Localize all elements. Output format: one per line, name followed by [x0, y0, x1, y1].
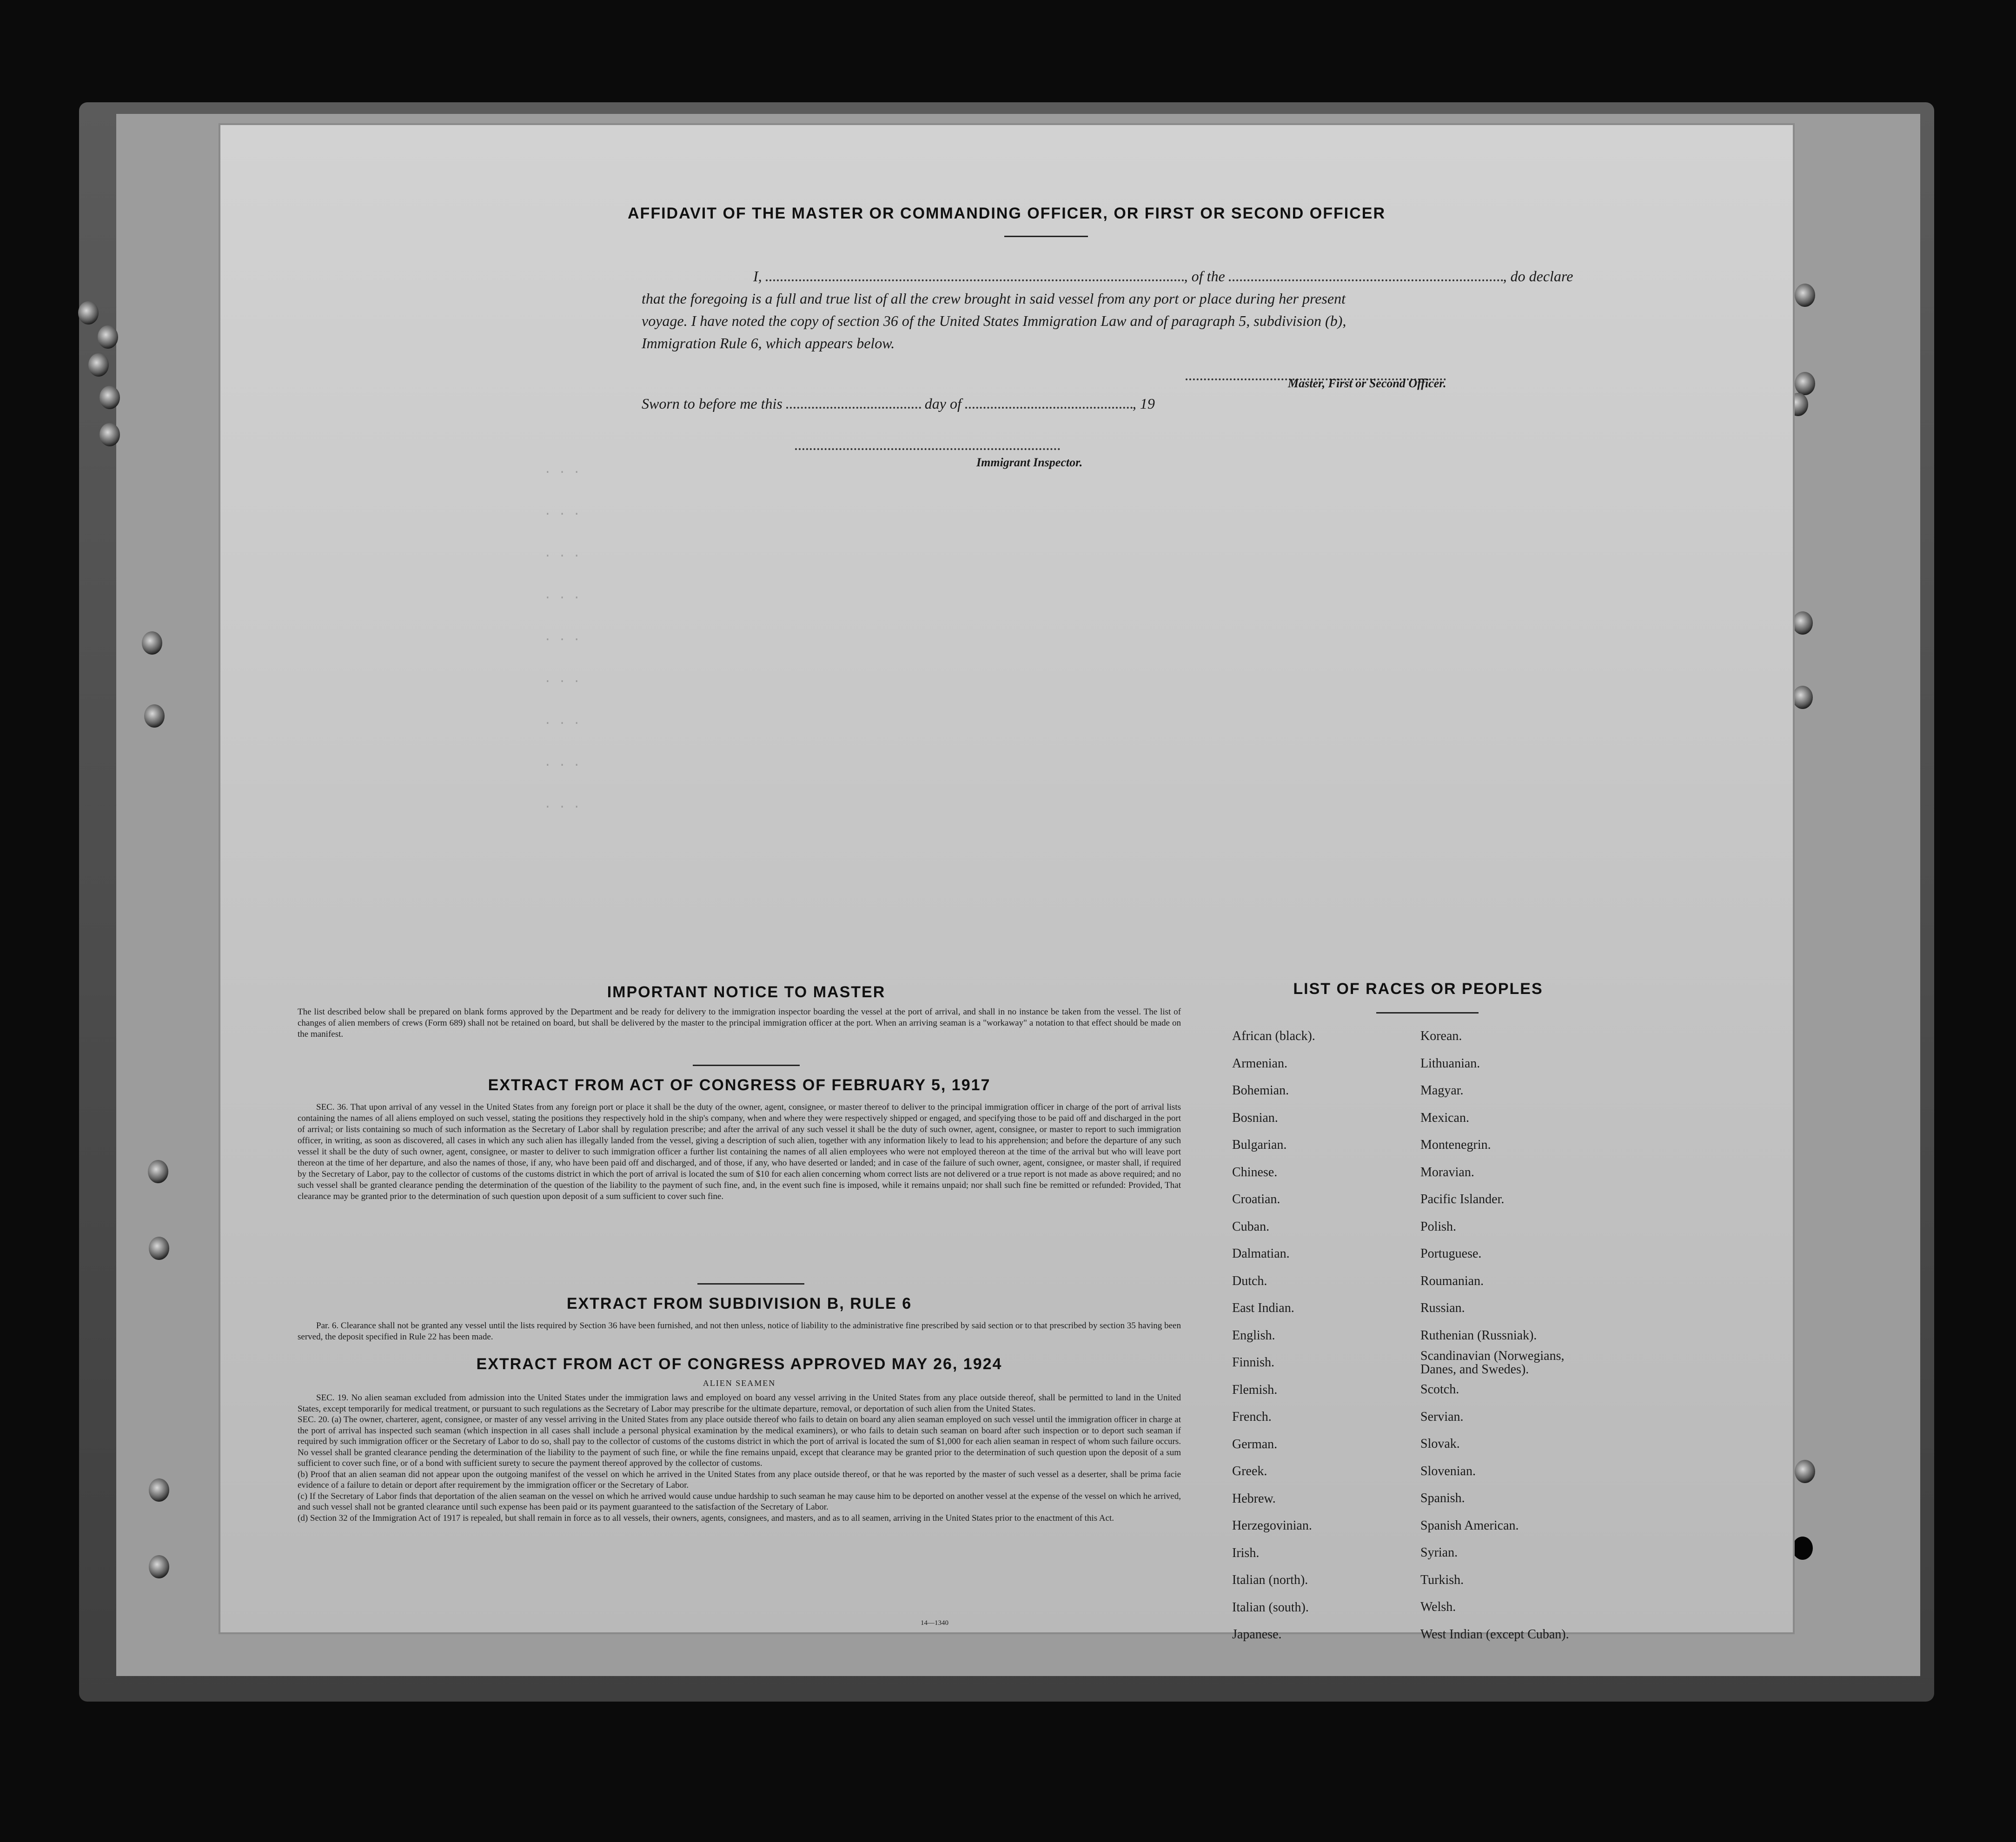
- form-number: 14—1340: [921, 1619, 948, 1627]
- sworn-label-c: , 19: [1132, 395, 1155, 412]
- race-item: Bosnian.: [1232, 1110, 1278, 1125]
- race-item: Hebrew.: [1232, 1491, 1276, 1506]
- binder-hole-icon: [88, 353, 109, 377]
- race-item: Polish.: [1420, 1219, 1457, 1234]
- binder-hole-icon: [1795, 1460, 1815, 1483]
- binder-hole-icon: [142, 631, 162, 655]
- rule6-title: EXTRACT FROM SUBDIVISION B, RULE 6: [566, 1295, 912, 1312]
- binder-hole-icon: [144, 704, 165, 728]
- race-item: Servian.: [1420, 1409, 1464, 1424]
- race-item: Irish.: [1232, 1545, 1260, 1560]
- extract-1917-body: SEC. 36. That upon arrival of any vessel in the United States from any foreign port or place it shall be the duty of the owner, agent, consignee, or master thereof to deliver to the principal immigration officer in charge of the port of arrival lists containing the names of all aliens employed on such vessel, stating the positions they respectively hold in the ship's company, when and where they were respectively shipped or engaged, and specifying those to be paid off and discharged in the port of arrival; or lists containing so much of such information as the Secretary of Labor shall by regulation prescribe; and after the arrival of any such vessel it shall be the duty of such owner, agent, consignee, or master to report to such immigration officer, in writing, as soon as discovered, all cases in which any such alien has illegally landed from the vessel, giving a description of such alien, together with any information likely to lead to his apprehension; and before the departure of any such vessel it shall be the duty of such owner, agent, consignee, or master to deliver to such immigration officer a further list containing the names of all alien employees who were not employed thereon at the time of the arrival but who will leave port thereon at the time of her departure, and also the names of those, if any, who have been paid off and discharged, and of those, if any, who have deserted or landed; and in case of the failure of such owner, agent, consignee, or master shall, if required by the Secretary of Labor, pay to the collector of customs of the customs district in which the port of arrival is located the sum of $10 for each alien concerning whom correct lists are not delivered or a true report is not made as above required; and no such vessel shall be granted clearance pending the determination of the question of the liability to the payment of such fine, and, in the event such fine is imposed, while it remains unpaid; nor shall such fine be remitted or refunded: Provided, That clearance may be granted prior to the determination of such question upon deposit of a sum sufficient to cover such fine.: [298, 1102, 1181, 1201]
- race-item: Roumanian.: [1420, 1273, 1484, 1288]
- race-item: Flemish.: [1232, 1382, 1278, 1397]
- race-item: Syrian.: [1420, 1545, 1458, 1560]
- affidavit-title: AFFIDAVIT OF THE MASTER OR COMMANDING OFFICER, OR FIRST OR SECOND OFFICER: [628, 205, 1386, 222]
- binder-hole-icon: [149, 1478, 169, 1502]
- race-item: East Indian.: [1232, 1301, 1294, 1315]
- race-item: French.: [1232, 1410, 1272, 1424]
- signature-label: Master, First or Second Officer.: [1288, 377, 1446, 390]
- affidavit-line1-c: , do declare: [1503, 268, 1573, 285]
- race-item: Portuguese.: [1420, 1246, 1482, 1261]
- sworn-day-field[interactable]: [786, 407, 921, 409]
- race-item: West Indian (except Cuban).: [1420, 1627, 1569, 1642]
- binder-hole-icon: [1792, 686, 1813, 709]
- binder-hole-icon: [1795, 372, 1815, 395]
- race-item: Moravian.: [1420, 1165, 1474, 1179]
- affidavit-line1-b: , of the: [1184, 268, 1225, 285]
- sworn-label-b: day of: [924, 395, 962, 412]
- binder-hole-icon: [149, 1555, 169, 1578]
- rule6-body: Par. 6. Clearance shall not be granted any vessel until the lists required by Section 36 have been furnished, and not then unless, notice of liability to the administrative fine prescribed by said section or to that prescribed by section 35 having been served, the deposit specified in Rule 22 has been made.: [298, 1321, 1181, 1342]
- extract-1924-body: SEC. 19. No alien seaman excluded from admission into the United States under the immigration laws and employed on board any vessel arriving in the United States from any place outside thereof, shall be permitted to land in the United States, except temporarily for medical treatment, or pursuant to such regulations as the Secretary of Labor may prescribe for the ultimate departure, removal, or deportation of such alien from the United States. SEC. 20. (a) The owner, charterer, agent, consignee, or master of any vessel arriving in the United States from any place outside thereof who fails to detain on board any alien seaman employed on such vessel until the immigration officer in charge at the port of arrival has inspected such seaman (which inspection in all cases shall include a personal physical examination by the medical examiners), or who fails to detain such seaman on board after such inspection or to deport such seaman if required by such immigration officer or the Secretary of Labor to do so, shall pay to the collector of customs of the customs district in which the port of arrival is located the sum of $1,000 for each alien seaman in respect of whom such failure occurs. No vessel shall be granted clearance pending the determination of the liability to the payment of such fine, or while the fine remains unpaid, except that clearance may be granted prior to the determination of such question upon the deposit of a sum sufficient to cover such fine, or of a bond with sufficient surety to secure the payment thereof approved by the collector of customs. (b) Proof that an alien seaman did not appear upon the outgoing manifest of the vessel on which he arrived in the United States from any place outside thereof, or that he was reported by the master of such vessel as a deserter, shall be prima facie evidence of a failure to detain or deport after requirement by the immigration officer or the Secretary of Labor. (c) If the Secretary of Labor finds that deportation of the alien seaman on the vessel on which he arrived would cause undue hardship to such seaman he may cause him to be deported on another vessel at the expense of the vessel on which he arrived, and such vessel shall not be granted clearance until such expense has been paid or its payment guaranteed to the satisfaction of the Secretary of Labor. (d) Section 32 of the Immigration Act of 1917 is repealed, but shall remain in force as to all vessels, their owners, agents, consignees, and masters, and as to all seamen, arriving in the United States prior to the enactment of this Act.: [298, 1393, 1181, 1523]
- sworn-label-a: Sworn to before me this: [642, 395, 783, 412]
- name-blank-field[interactable]: [766, 279, 1184, 281]
- binder-hole-icon: [99, 423, 120, 446]
- race-item: Turkish.: [1420, 1572, 1464, 1587]
- race-item: Slovenian.: [1420, 1464, 1476, 1478]
- extract-1924-subtitle: ALIEN SEAMEN: [703, 1378, 776, 1388]
- affidavit-line2: that the foregoing is a full and true list of all the crew brought in said vessel from any port or place during her present: [642, 290, 1346, 307]
- races-right-column: [1420, 1023, 1662, 1648]
- race-item: Italian (north).: [1232, 1573, 1308, 1587]
- race-item: Finnish.: [1232, 1355, 1275, 1370]
- race-item: German.: [1232, 1437, 1278, 1451]
- race-item: Korean.: [1420, 1029, 1462, 1043]
- manifest-back-page: [219, 123, 1795, 1642]
- race-item: Italian (south).: [1232, 1600, 1309, 1615]
- races-left-column: [1232, 1023, 1427, 1649]
- affidavit-line1-a: I,: [753, 268, 762, 285]
- divider: [1376, 1012, 1479, 1014]
- race-item: Herzegovinian.: [1232, 1518, 1312, 1533]
- binder-hole-icon: [78, 301, 99, 325]
- races-title: LIST OF RACES OR PEOPLES: [1293, 980, 1543, 998]
- binder-hole-icon: [1795, 284, 1815, 307]
- race-item: Ruthenian (Russniak).: [1420, 1328, 1537, 1343]
- divider: [1004, 236, 1088, 237]
- race-item: Dutch.: [1232, 1273, 1267, 1288]
- affidavit-line3: voyage. I have noted the copy of section 36 of the United States Immigration Law and of paragraph 5, subdivision (b),: [642, 312, 1346, 329]
- race-item: Croatian.: [1232, 1192, 1280, 1206]
- binder-hole-icon: [98, 325, 118, 349]
- race-item: Lithuanian.: [1420, 1056, 1480, 1071]
- race-item: Slovak.: [1420, 1437, 1460, 1451]
- binder-hole-icon: [99, 386, 120, 409]
- binder-hole-icon: [148, 1160, 168, 1183]
- notice-title: IMPORTANT NOTICE TO MASTER: [607, 983, 886, 1001]
- race-item: Mexican.: [1420, 1110, 1469, 1125]
- race-item: Russian.: [1420, 1301, 1465, 1315]
- sworn-month-field[interactable]: [965, 407, 1133, 409]
- race-item: English.: [1232, 1328, 1275, 1343]
- sworn-line: [642, 395, 1155, 412]
- race-item: Spanish.: [1420, 1491, 1465, 1505]
- binder-hole-icon: [149, 1237, 169, 1260]
- race-item: Bohemian.: [1232, 1083, 1289, 1098]
- divider: [697, 1283, 804, 1285]
- divider: [693, 1065, 800, 1066]
- binder-hole-icon: [1792, 611, 1813, 635]
- race-item: African (black).: [1232, 1029, 1315, 1043]
- race-item: Welsh.: [1420, 1600, 1456, 1614]
- bleed-through-ledger-marks: . . . . . . . . . . . . . . . . . . . . . . . . . . .: [544, 463, 581, 811]
- vessel-blank-field[interactable]: [1229, 279, 1503, 281]
- race-item: Scandinavian (Norwegians, Danes, and Swedes).: [1420, 1349, 1565, 1377]
- race-item: Cuban.: [1232, 1219, 1270, 1234]
- race-item: Spanish American.: [1420, 1518, 1519, 1533]
- race-item: Bulgarian.: [1232, 1138, 1287, 1152]
- race-item: Pacific Islander.: [1420, 1192, 1505, 1206]
- extract-1917-title: EXTRACT FROM ACT OF CONGRESS OF FEBRUARY 5, 1917: [488, 1076, 991, 1094]
- race-item: Chinese.: [1232, 1165, 1278, 1179]
- affidavit-line4: Immigration Rule 6, which appears below.: [642, 335, 895, 351]
- inspector-signature-field[interactable]: [795, 444, 1060, 452]
- race-item: Magyar.: [1420, 1083, 1464, 1098]
- race-item: Scotch.: [1420, 1382, 1459, 1397]
- inspector-label: Immigrant Inspector.: [976, 456, 1083, 469]
- affidavit-declaration: [642, 265, 1720, 354]
- race-item: Greek.: [1232, 1464, 1267, 1478]
- race-item: Armenian.: [1232, 1056, 1287, 1071]
- race-item: Montenegrin.: [1420, 1138, 1491, 1152]
- race-item: Dalmatian.: [1232, 1246, 1290, 1261]
- race-item: Japanese.: [1232, 1627, 1282, 1642]
- binder-hole-icon: [1792, 1537, 1813, 1560]
- notice-body: The list described below shall be prepared on blank forms approved by the Department and be ready for delivery to the immigration inspector boarding the vessel at the port of arrival, and shall in no instance be taken from the vessel. The list of changes of alien members of crews (Form 689) shall not be retained on board, but shall be delivered by the master to the principal immigration officer at the port. When an arriving seaman is a "workaway" a notation to that effect should be made on the manifest.: [298, 1007, 1181, 1039]
- extract-1924-title: EXTRACT FROM ACT OF CONGRESS APPROVED MAY 26, 1924: [476, 1355, 1002, 1373]
